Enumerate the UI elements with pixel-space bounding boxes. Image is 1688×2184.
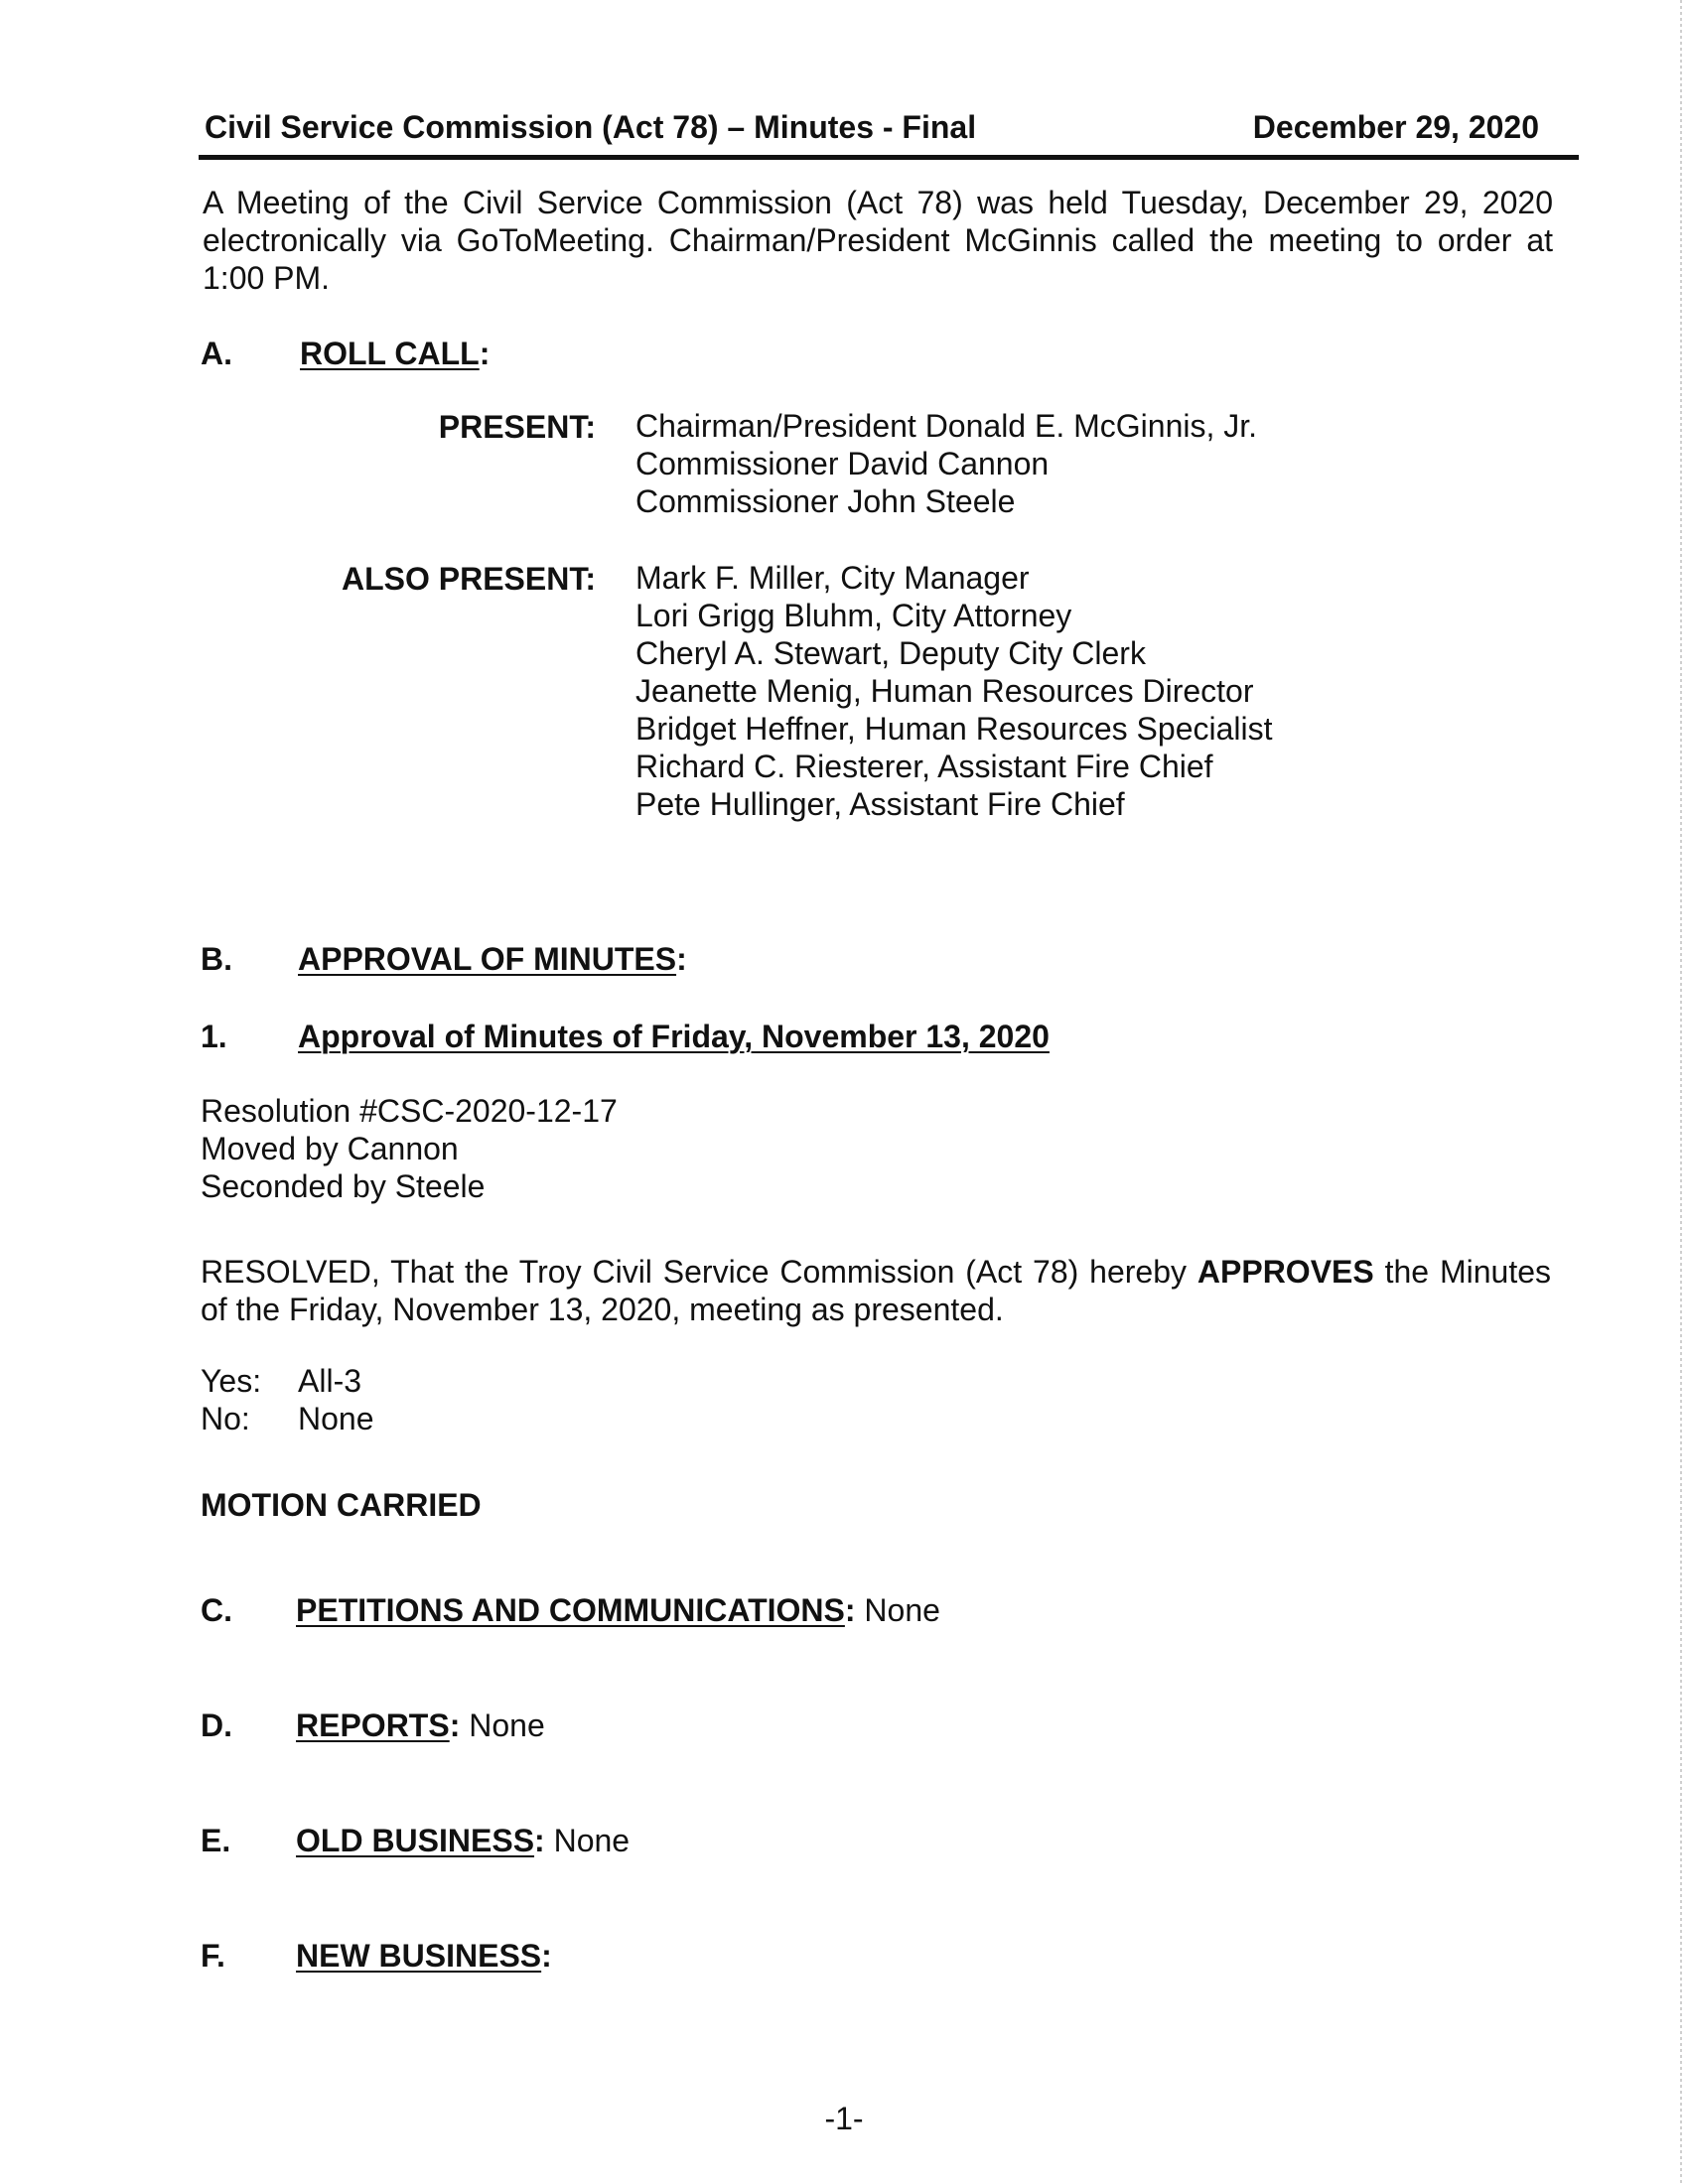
also-present-member: Pete Hullinger, Assistant Fire Chief [635,786,1125,822]
item-heading [298,1019,1050,1055]
header-date: December 29, 2020 [1252,109,1539,145]
section-letter: D. [201,1707,232,1743]
section-heading-colon: : [449,1707,461,1743]
section-heading-colon: : [676,941,687,977]
resolution-info [201,1092,618,1205]
section-heading-text: ROLL CALL [300,336,480,371]
vote-yes-value: All-3 [298,1363,362,1399]
vote-no-label: No: [201,1401,250,1436]
also-present-member: Bridget Heffner, Human Resources Specialist [635,711,1273,747]
section-heading [296,1938,552,1975]
section-approval-of-minutes [201,941,1551,981]
page-number: -1- [824,2101,864,2136]
section-heading-colon: : [534,1823,545,1858]
scan-edge-artifact [1680,0,1682,2184]
present-member: Chairman/President Donald E. McGinnis, Jr. [635,408,1258,444]
section-reports [201,1707,1551,1747]
section-heading-colon: : [541,1938,552,1974]
item-heading-text: Approval of Minutes of Friday, November 13, 2020 [298,1019,1050,1054]
section-heading [296,1823,630,1859]
also-present-member: Lori Grigg Bluhm, City Attorney [635,598,1072,633]
section-value: None [544,1823,631,1858]
section-letter: C. [201,1592,232,1628]
present-member: Commissioner John Steele [635,483,1016,519]
seconded-by: Seconded by Steele [201,1168,486,1204]
item-number: 1. [201,1019,227,1054]
resolved-text-post: the Minutes of the Friday, November 13, 2020, meeting as presented. [201,1254,1552,1327]
resolved-action: APPROVES [1196,1254,1374,1290]
vote-yes-label: Yes: [201,1363,262,1399]
motion-carried: MOTION CARRIED [201,1487,482,1523]
section-heading-text: NEW BUSINESS [296,1938,542,1974]
section-heading-text: APPROVAL OF MINUTES [298,941,677,977]
section-heading-text: REPORTS [296,1707,450,1743]
also-present-list [635,559,1273,823]
present-label: PRESENT: [438,409,596,445]
also-present-label: ALSO PRESENT: [341,561,596,597]
section-heading-colon: : [844,1592,856,1628]
section-heading [298,941,687,978]
section-letter: F. [201,1938,225,1974]
resolved-text-pre: RESOLVED, That the Troy Civil Service Commission (Act 78) hereby [201,1254,1197,1290]
section-heading [296,1707,545,1744]
vote-no-value: None [298,1401,374,1436]
header-title: Civil Service Commission (Act 78) – Minutes - Final [205,109,977,145]
vote-yes [201,1362,361,1400]
section-heading-text: OLD BUSINESS [296,1823,535,1858]
present-list [635,407,1257,520]
also-present-member: Jeanette Menig, Human Resources Director [635,673,1254,709]
section-letter: A. [201,336,232,371]
also-present-member: Mark F. Miller, City Manager [635,560,1030,596]
present-member: Commissioner David Cannon [635,446,1050,481]
section-heading-text: PETITIONS AND COMMUNICATIONS [296,1592,845,1628]
resolution-number: Resolution #CSC-2020-12-17 [201,1093,618,1129]
also-present-member: Cheryl A. Stewart, Deputy City Clerk [635,635,1146,671]
section-roll-call [201,336,1551,375]
section-heading [300,336,490,372]
section-value: None [855,1592,940,1628]
moved-by: Moved by Cannon [201,1131,459,1166]
also-present-member: Richard C. Riesterer, Assistant Fire Chief [635,749,1213,784]
section-heading [296,1592,940,1629]
resolved-paragraph [201,1253,1551,1328]
section-letter: E. [201,1823,231,1858]
section-new-business [201,1938,1551,1978]
section-old-business [201,1823,1551,1862]
section-heading-colon: : [479,336,491,371]
vote-no [201,1400,374,1437]
header-rule [199,155,1579,160]
section-petitions [201,1592,1551,1632]
intro-paragraph: A Meeting of the Civil Service Commission (Act 78) was held Tuesday, December 29, 2020 electronically via GoToMeeting. Chairman/President McGinnis called the meeting to order at 1:00 PM. [203,185,1553,296]
section-value: None [460,1707,545,1743]
section-letter: B. [201,941,232,977]
item-approval-nov-13 [201,1019,1551,1058]
document-header [199,103,1551,149]
